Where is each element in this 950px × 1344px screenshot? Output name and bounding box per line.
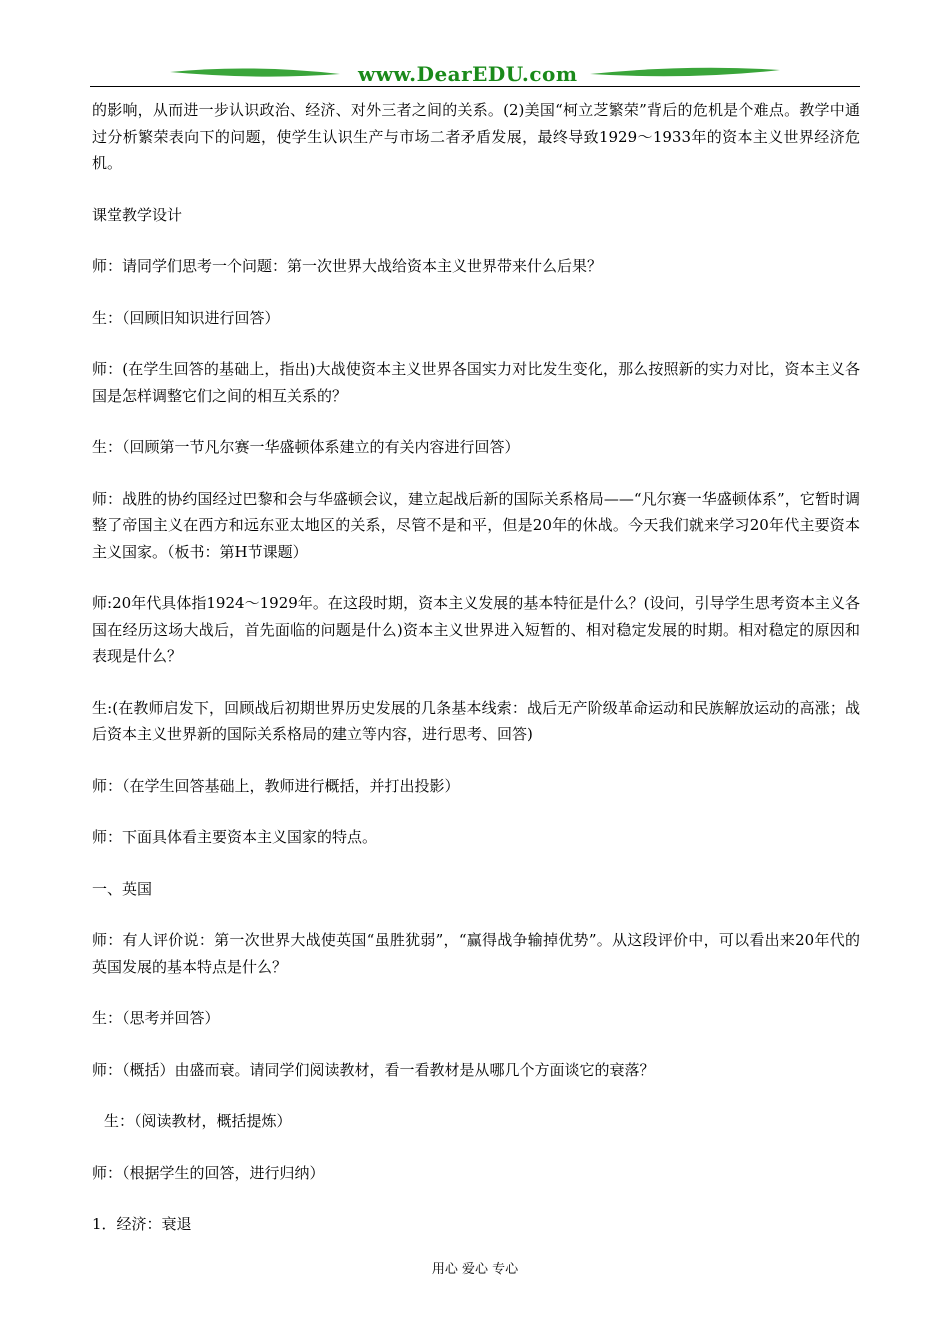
dialogue-line: 师：（在学生回答基础上，教师进行概括，并打出投影）	[92, 776, 460, 795]
dialogue-line: 师：战胜的协约国经过巴黎和会与华盛顿会议，建立起战后新的国际关系格局——“凡尔赛一华盛顿体系”，它暂时调整了帝国主义在西方和远东亚太地区的关系，尽管不是和平，但是20年的休战。今天我们就来学习20年代主要资本主义国家。（板书：第H节课题）	[92, 489, 860, 561]
dialogue-line: 师：(在学生回答的基础上，指出)大战使资本主义世界各国实力对比发生变化，那么按照新的实力对比，资本主义各国是怎样调整它们之间的相互关系的？	[92, 360, 860, 405]
paragraph-intro: 的影响，从而进一步认识政治、经济、对外三者之间的关系。(2)美国“柯立芝繁荣”背后的危机是个难点。教学中通过分析繁荣表向下的问题，使学生认识生产与市场二者矛盾发展，最终导致1929～1933年的资本主义世界经济危机。	[92, 101, 860, 172]
site-logo[interactable]: www.DearEDU.com	[358, 62, 578, 86]
dialogue-line: 师：（根据学生的回答，进行归纳）	[92, 1163, 325, 1182]
dialogue-line: 师：有人评价说：第一次世界大战使英国“虽胜犹弱”，“赢得战争输掉优势”。从这段评价中，可以看出来20年代的英国发展的基本特点是什么？	[92, 931, 860, 976]
dialogue-line: 生：（思考并回答）	[92, 1009, 220, 1027]
section-heading: 课堂教学设计	[92, 205, 183, 224]
header-rule	[90, 86, 860, 87]
section-heading-britain: 一、英国	[92, 879, 153, 898]
dialogue-line: 师：请同学们思考一个问题：第一次世界大战给资本主义世界带来什么后果？	[92, 257, 603, 275]
dialogue-line: 师:20年代具体指1924～1929年。在这段时期，资本主义发展的基本特征是什么？(设问，引导学生思考资本主义各国在经历这场大战后，首先面临的问题是什么)资本主义世界进入短暂的、相对稳定发展的时期。相对稳定的原因和表现是什么？	[92, 594, 860, 665]
dialogue-line: 师：（概括）由盛而衰。请同学们阅读教材，看一看教材是从哪几个方面谈它的衰落？	[92, 1060, 655, 1079]
dialogue-line: 生：（回顾旧知识进行回答）	[92, 308, 280, 327]
dialogue-line: 生：（回顾第一节凡尔赛一华盛顿体系建立的有关内容进行回答）	[92, 438, 520, 456]
list-item-economy: 1．经济：衰退	[92, 1215, 192, 1233]
page-footer: 用心 爱心 专心	[431, 1262, 519, 1277]
page-header	[90, 58, 860, 92]
dialogue-line: 师：下面具体看主要资本主义国家的特点。	[92, 828, 378, 846]
dialogue-line: 生：（阅读教材，概括提炼）	[104, 1112, 292, 1130]
dialogue-line: 生:(在教师启发下，回顾战后初期世界历史发展的几条基本线索：战后无产阶级革命运动和民族解放运动的高涨；战后资本主义世界新的国际关系格局的建立等内容，进行思考、回答)	[92, 698, 860, 743]
document-body	[92, 97, 860, 1263]
